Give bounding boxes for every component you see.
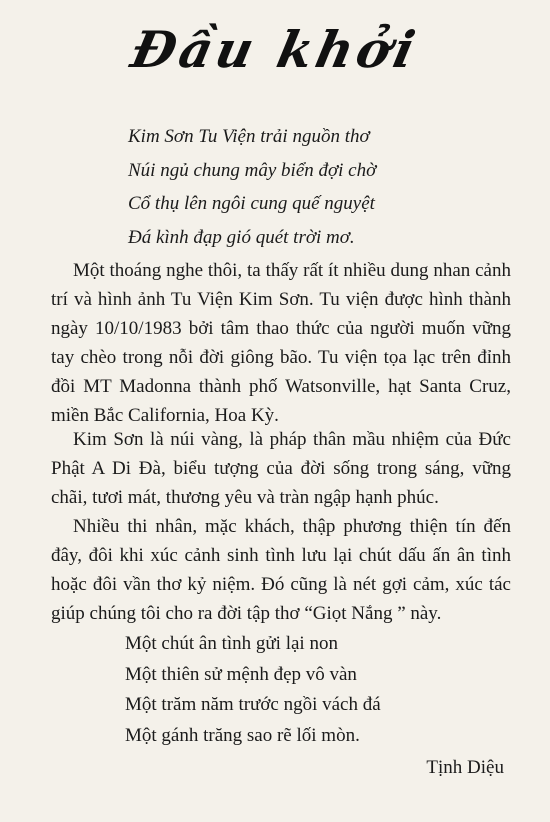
outro-poem — [125, 629, 381, 751]
poem-line: Kim Sơn Tu Viện trải nguồn thơ — [128, 126, 370, 147]
page-title: Đầu khởi — [126, 20, 424, 79]
poem-line: Núi ngủ chung mây biển đợi chờ — [128, 159, 377, 181]
poem-line: Một chút ân tình gửi lại non — [125, 633, 338, 654]
poem-line: Một gánh trăng sao rẽ lối mòn. — [125, 724, 360, 746]
paragraph-3: Nhiều thi nhân, mặc khách, thập phương thiện tín đến đây, đôi khi xúc cảnh sinh tình lưu lại chút dấu ấn ân tình hoặc đôi vần thơ kỷ niệm. Đó cũng là nét gợi cảm, xúc tác giúp chúng tôi cho ra đời tập thơ “Giọt Nắng ” này. — [51, 516, 511, 624]
paragraph-2: Kim Sơn là núi vàng, là pháp thân mầu nhiệm của Đức Phật A Di Đà, biểu tượng của đời sống trong sáng, vững chãi, tươi mát, thương yêu và tràn ngập hạnh phúc. — [51, 429, 511, 508]
poem-line: Cổ thụ lên ngôi cung quế nguyệt — [128, 193, 375, 214]
intro-poem — [128, 120, 376, 254]
poem-line: Một thiên sử mệnh đẹp vô vàn — [125, 663, 357, 685]
poem-line: Đá kình đạp gió quét trời mơ. — [128, 226, 355, 248]
paragraph-1: Một thoáng nghe thôi, ta thấy rất ít nhiều dung nhan cảnh trí và hình ảnh Tu Viện Kim Sơn. Tu viện được hình thành ngày 10/10/1983 bởi tâm thao thức của người muốn vững tay chèo trong nỗi đời giông bão. Tu viện tọa lạc trên đỉnh đồi MT Madonna thành phố Watsonville, hạt Santa Cruz, miền Bắc California, Hoa Kỳ. — [51, 260, 511, 426]
poem-line: Một trăm năm trước ngồi vách đá — [125, 694, 381, 715]
author-signature: Tịnh Diệu — [426, 757, 504, 778]
